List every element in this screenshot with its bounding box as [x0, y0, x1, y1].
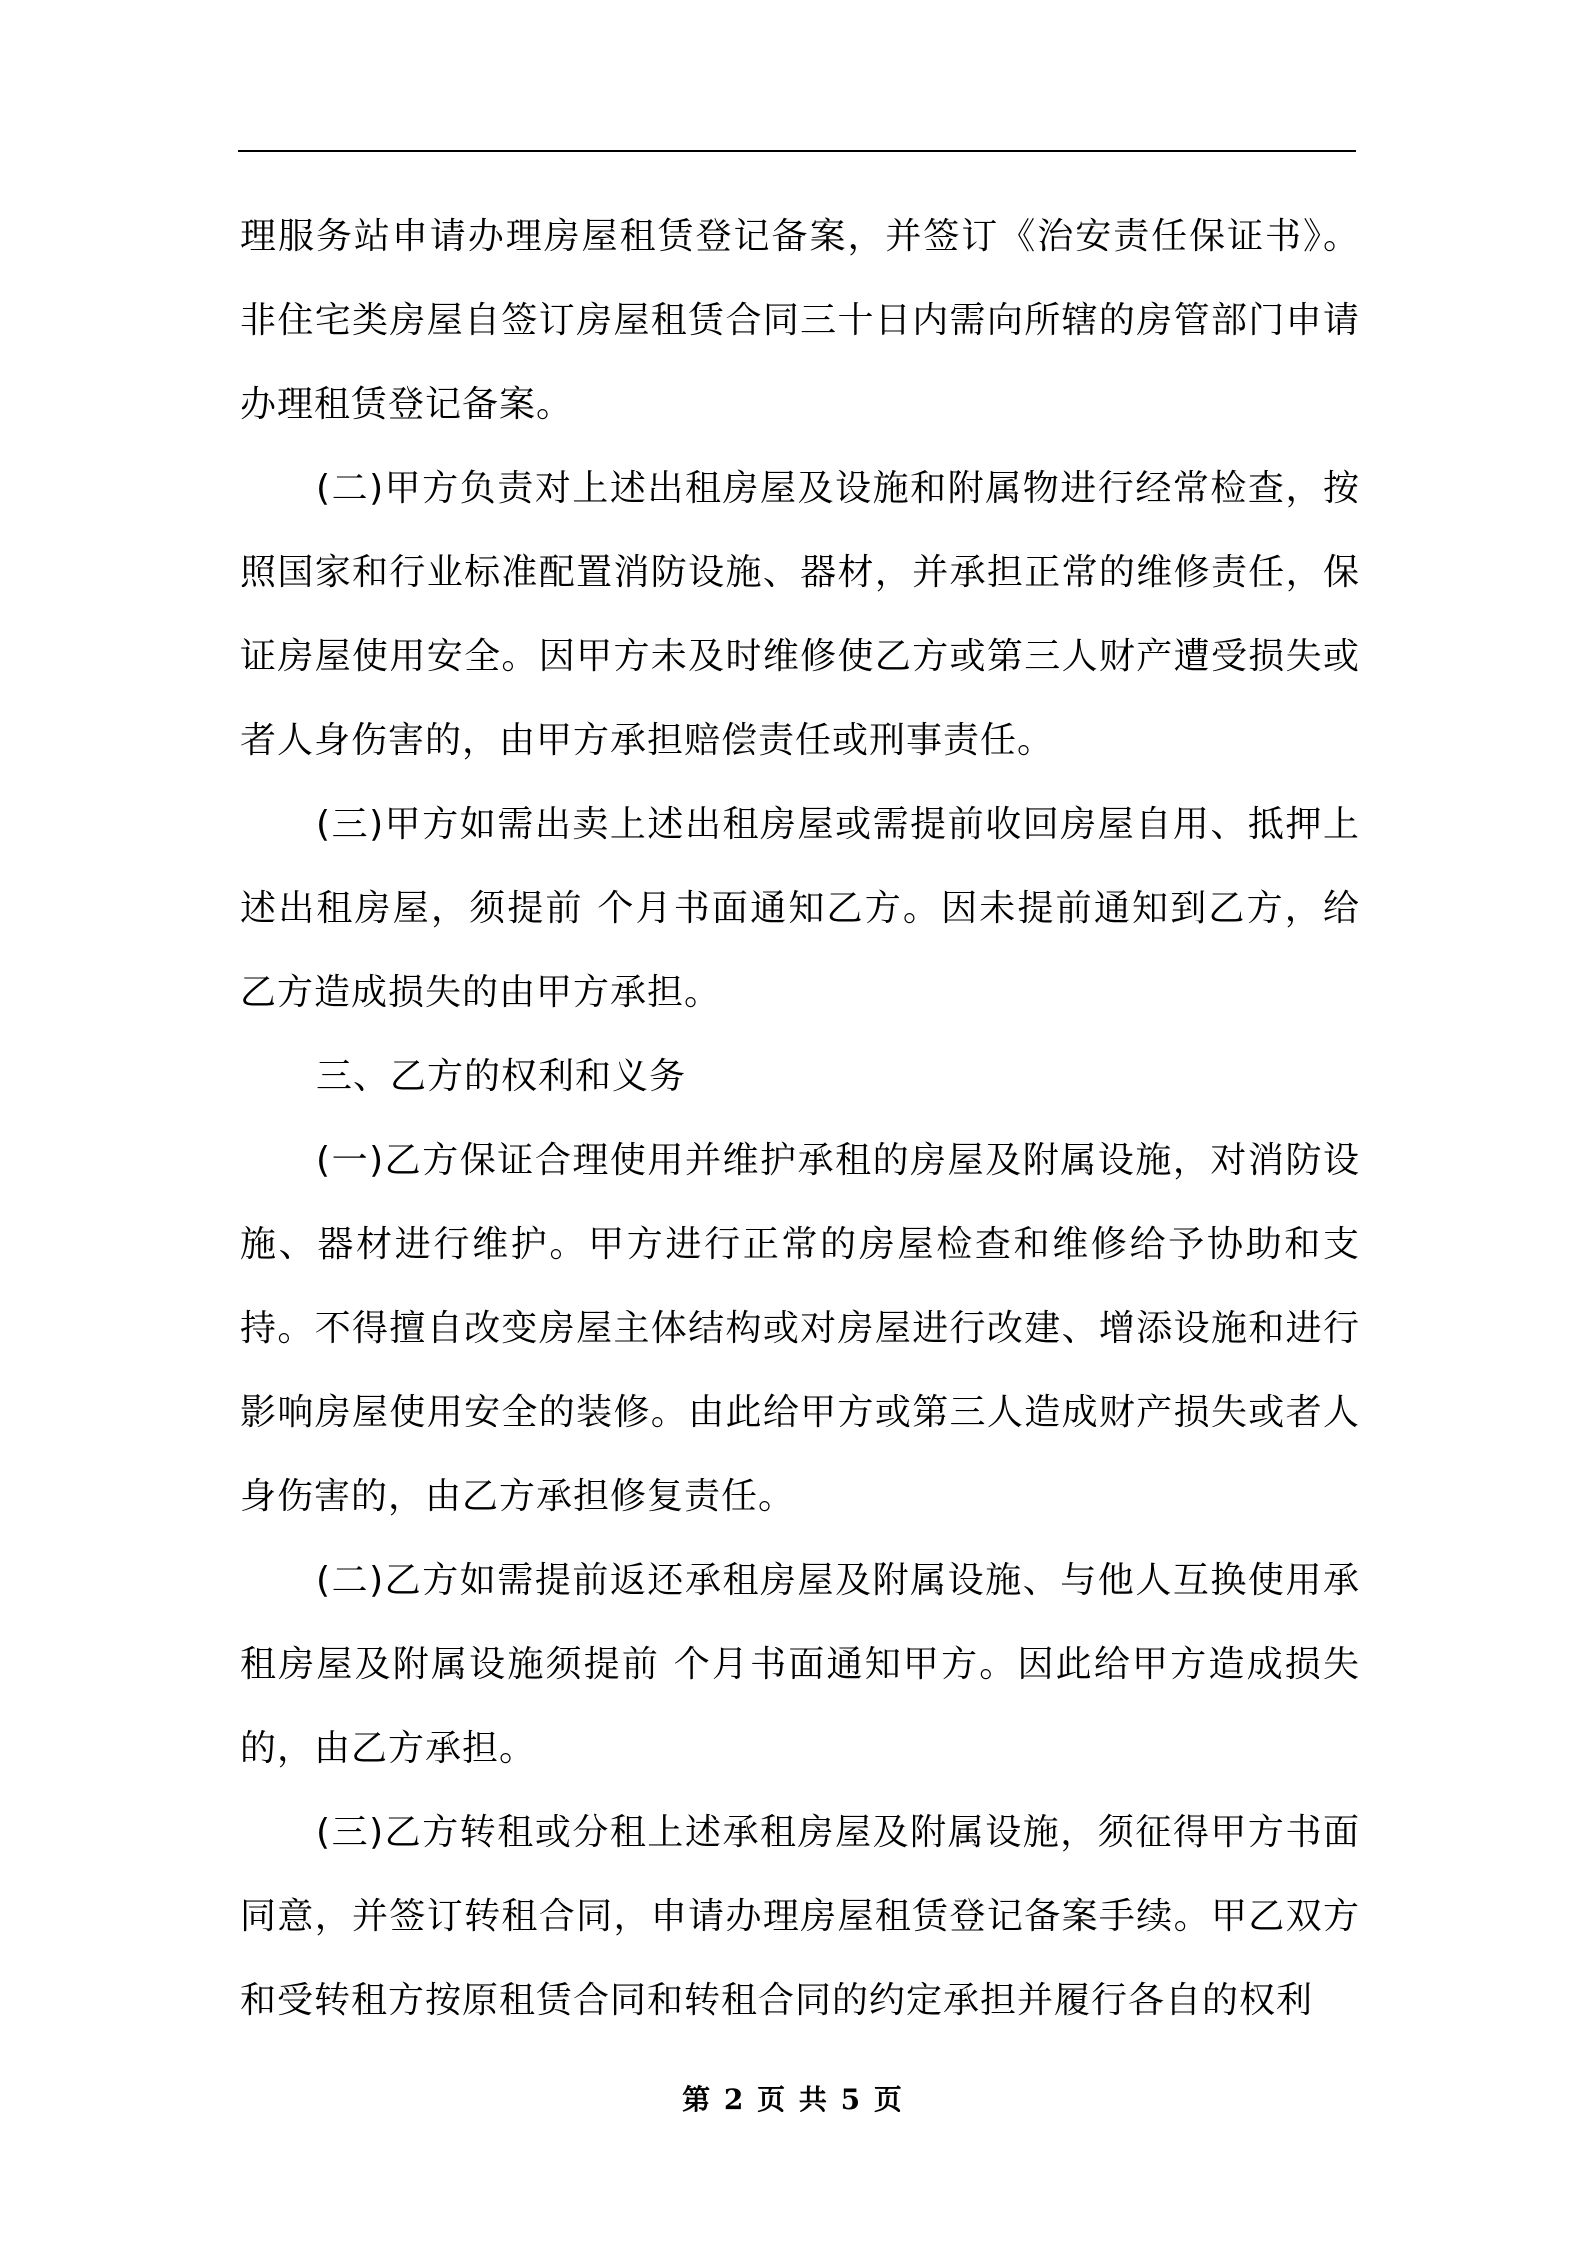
paragraph-5: (一)乙方保证合理使用并维护承租的房屋及附属设施，对消防设施、器材进行维护。甲方进行正常的房屋检查和维修给予协助和支持。不得擅自改变房屋主体结构或对房屋进行改建、增添设施和进行影响房屋使用安全的装修。由此给甲方或第三人造成财产损失或者人身伤害的，由乙方承担修复责任。	[240, 1140, 1360, 1517]
paragraph-3: (三)甲方如需出卖上述出租房屋或需提前收回房屋自用、抵押上述出租房屋，须提前 个月书面通知乙方。因未提前通知到乙方，给乙方造成损失的由甲方承担。	[240, 804, 1360, 1013]
document-body	[240, 195, 1360, 2043]
paragraph-2: (二)甲方负责对上述出租房屋及设施和附属物进行经常检查，按照国家和行业标准配置消防设施、器材，并承担正常的维修责任，保证房屋使用安全。因甲方未及时维修使乙方或第三人财产遭受损失或者人身伤害的，由甲方承担赔偿责任或刑事责任。	[240, 468, 1360, 761]
paragraph-6: (二)乙方如需提前返还承租房屋及附属设施、与他人互换使用承租房屋及附属设施须提前 个月书面通知甲方。因此给甲方造成损失的，由乙方承担。	[240, 1560, 1360, 1769]
section-heading: 三、乙方的权利和义务	[316, 1056, 687, 1097]
paragraph-7: (三)乙方转租或分租上述承租房屋及附属设施，须征得甲方书面同意，并签订转租合同，申请办理房屋租赁登记备案手续。甲乙双方和受转租方按原租赁合同和转租合同的约定承担并履行各自的权利	[240, 1812, 1360, 2021]
header-divider	[238, 150, 1356, 152]
paragraph-1: 理服务站申请办理房屋租赁登记备案，并签订《治安责任保证书》。非住宅类房屋自签订房屋租赁合同三十日内需向所辖的房管部门申请办理租赁登记备案。	[240, 216, 1360, 425]
page-number-footer: 第 2 页 共 5 页	[682, 2083, 904, 2116]
